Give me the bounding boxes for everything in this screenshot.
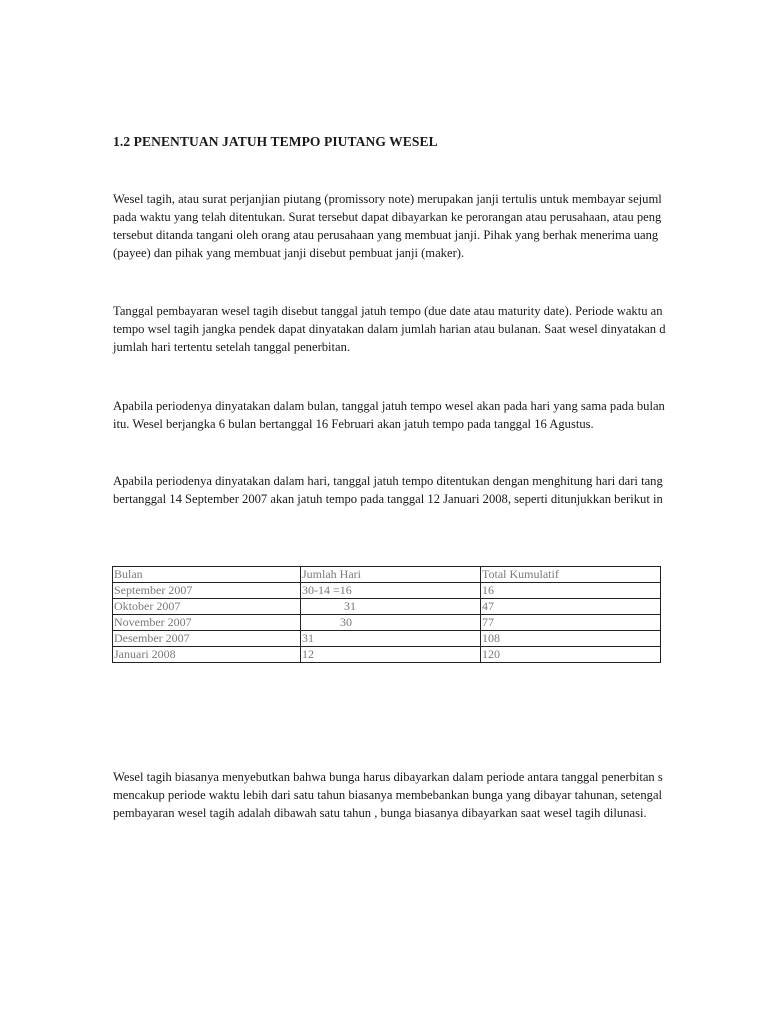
paragraph-line: tersebut ditanda tangani oleh orang atau perusahaan yang membuat janji. Pihak yang berhak menerima uang bbox=[113, 228, 659, 242]
table-header-row bbox=[113, 567, 661, 583]
maturity-days-table bbox=[112, 566, 661, 663]
table-cell: Januari 2008 bbox=[113, 647, 301, 663]
paragraph-line: itu. Wesel berjangka 6 bulan bertanggal 16 Februari akan jatuh tempo pada tanggal 16 Agustus. bbox=[113, 417, 594, 431]
table-cell: 31 bbox=[301, 599, 481, 615]
paragraph-line: (payee) dan pihak yang membuat janji disebut pembuat janji (maker). bbox=[113, 246, 465, 260]
table-cell: 108 bbox=[481, 631, 661, 647]
section-heading: 1.2 PENENTUAN JATUH TEMPO PIUTANG WESEL bbox=[113, 134, 438, 149]
paragraph-daily-period bbox=[113, 472, 663, 508]
table-row bbox=[113, 647, 661, 663]
table-cell: 77 bbox=[481, 615, 661, 631]
table-cell: 12 bbox=[301, 647, 481, 663]
paragraph-due-date bbox=[113, 302, 666, 356]
table-header-cell: Jumlah Hari bbox=[301, 567, 481, 583]
paragraph-monthly-period bbox=[113, 397, 665, 433]
table-cell: 16 bbox=[481, 583, 661, 599]
table-cell: 30-14 =16 bbox=[301, 583, 481, 599]
paragraph-line: mencakup periode waktu lebih dari satu tahun biasanya membebankan bunga yang dibayar tahunan, setengal bbox=[113, 788, 663, 802]
paragraph-line: tempo wsel tagih jangka pendek dapat dinyatakan dalam jumlah harian atau bulanan. Saat wesel dinyatakan d bbox=[113, 322, 666, 336]
table-cell: November 2007 bbox=[113, 615, 301, 631]
paragraph-line: Wesel tagih biasanya menyebutkan bahwa bunga harus dibayarkan dalam periode antara tanggal penerbitan s bbox=[113, 770, 663, 784]
paragraph-line: Tanggal pembayaran wesel tagih disebut tanggal jatuh tempo (due date atau maturity date). Periode waktu an bbox=[113, 304, 663, 318]
table-header-cell: Total Kumulatif bbox=[481, 567, 661, 583]
table-header-cell: Bulan bbox=[113, 567, 301, 583]
table-cell: 30 bbox=[301, 615, 481, 631]
paragraph-line: pembayaran wesel tagih adalah dibawah satu tahun , bunga biasanya dibayarkan saat wesel tagih dilunasi. bbox=[113, 806, 647, 820]
paragraph-line: Apabila periodenya dinyatakan dalam bulan, tanggal jatuh tempo wesel akan pada hari yang sama pada bulan bbox=[113, 399, 665, 413]
table-row bbox=[113, 631, 661, 647]
paragraph-promissory-note bbox=[113, 190, 662, 262]
table-row bbox=[113, 583, 661, 599]
table-row bbox=[113, 599, 661, 615]
table-cell: Oktober 2007 bbox=[113, 599, 301, 615]
paragraph-line: jumlah hari tertentu setelah tanggal penerbitan. bbox=[113, 340, 351, 354]
paragraph-line: pada waktu yang telah ditentukan. Surat tersebut dapat dibayarkan ke perorangan atau perusahaan, atau peng bbox=[113, 210, 662, 224]
table-cell: September 2007 bbox=[113, 583, 301, 599]
table-cell: 47 bbox=[481, 599, 661, 615]
table-cell: 120 bbox=[481, 647, 661, 663]
table-row bbox=[113, 615, 661, 631]
table-cell: 31 bbox=[301, 631, 481, 647]
paragraph-line: Wesel tagih, atau surat perjanjian piutang (promissory note) merupakan janji tertulis untuk membayar sejuml bbox=[113, 192, 662, 206]
paragraph-line: Apabila periodenya dinyatakan dalam hari, tanggal jatuh tempo ditentukan dengan menghitung hari dari tang bbox=[113, 474, 663, 488]
paragraph-line: bertanggal 14 September 2007 akan jatuh tempo pada tanggal 12 Januari 2008, seperti ditunjukkan berikut in bbox=[113, 492, 663, 506]
table-cell: Desember 2007 bbox=[113, 631, 301, 647]
paragraph-interest-payment bbox=[113, 768, 663, 822]
